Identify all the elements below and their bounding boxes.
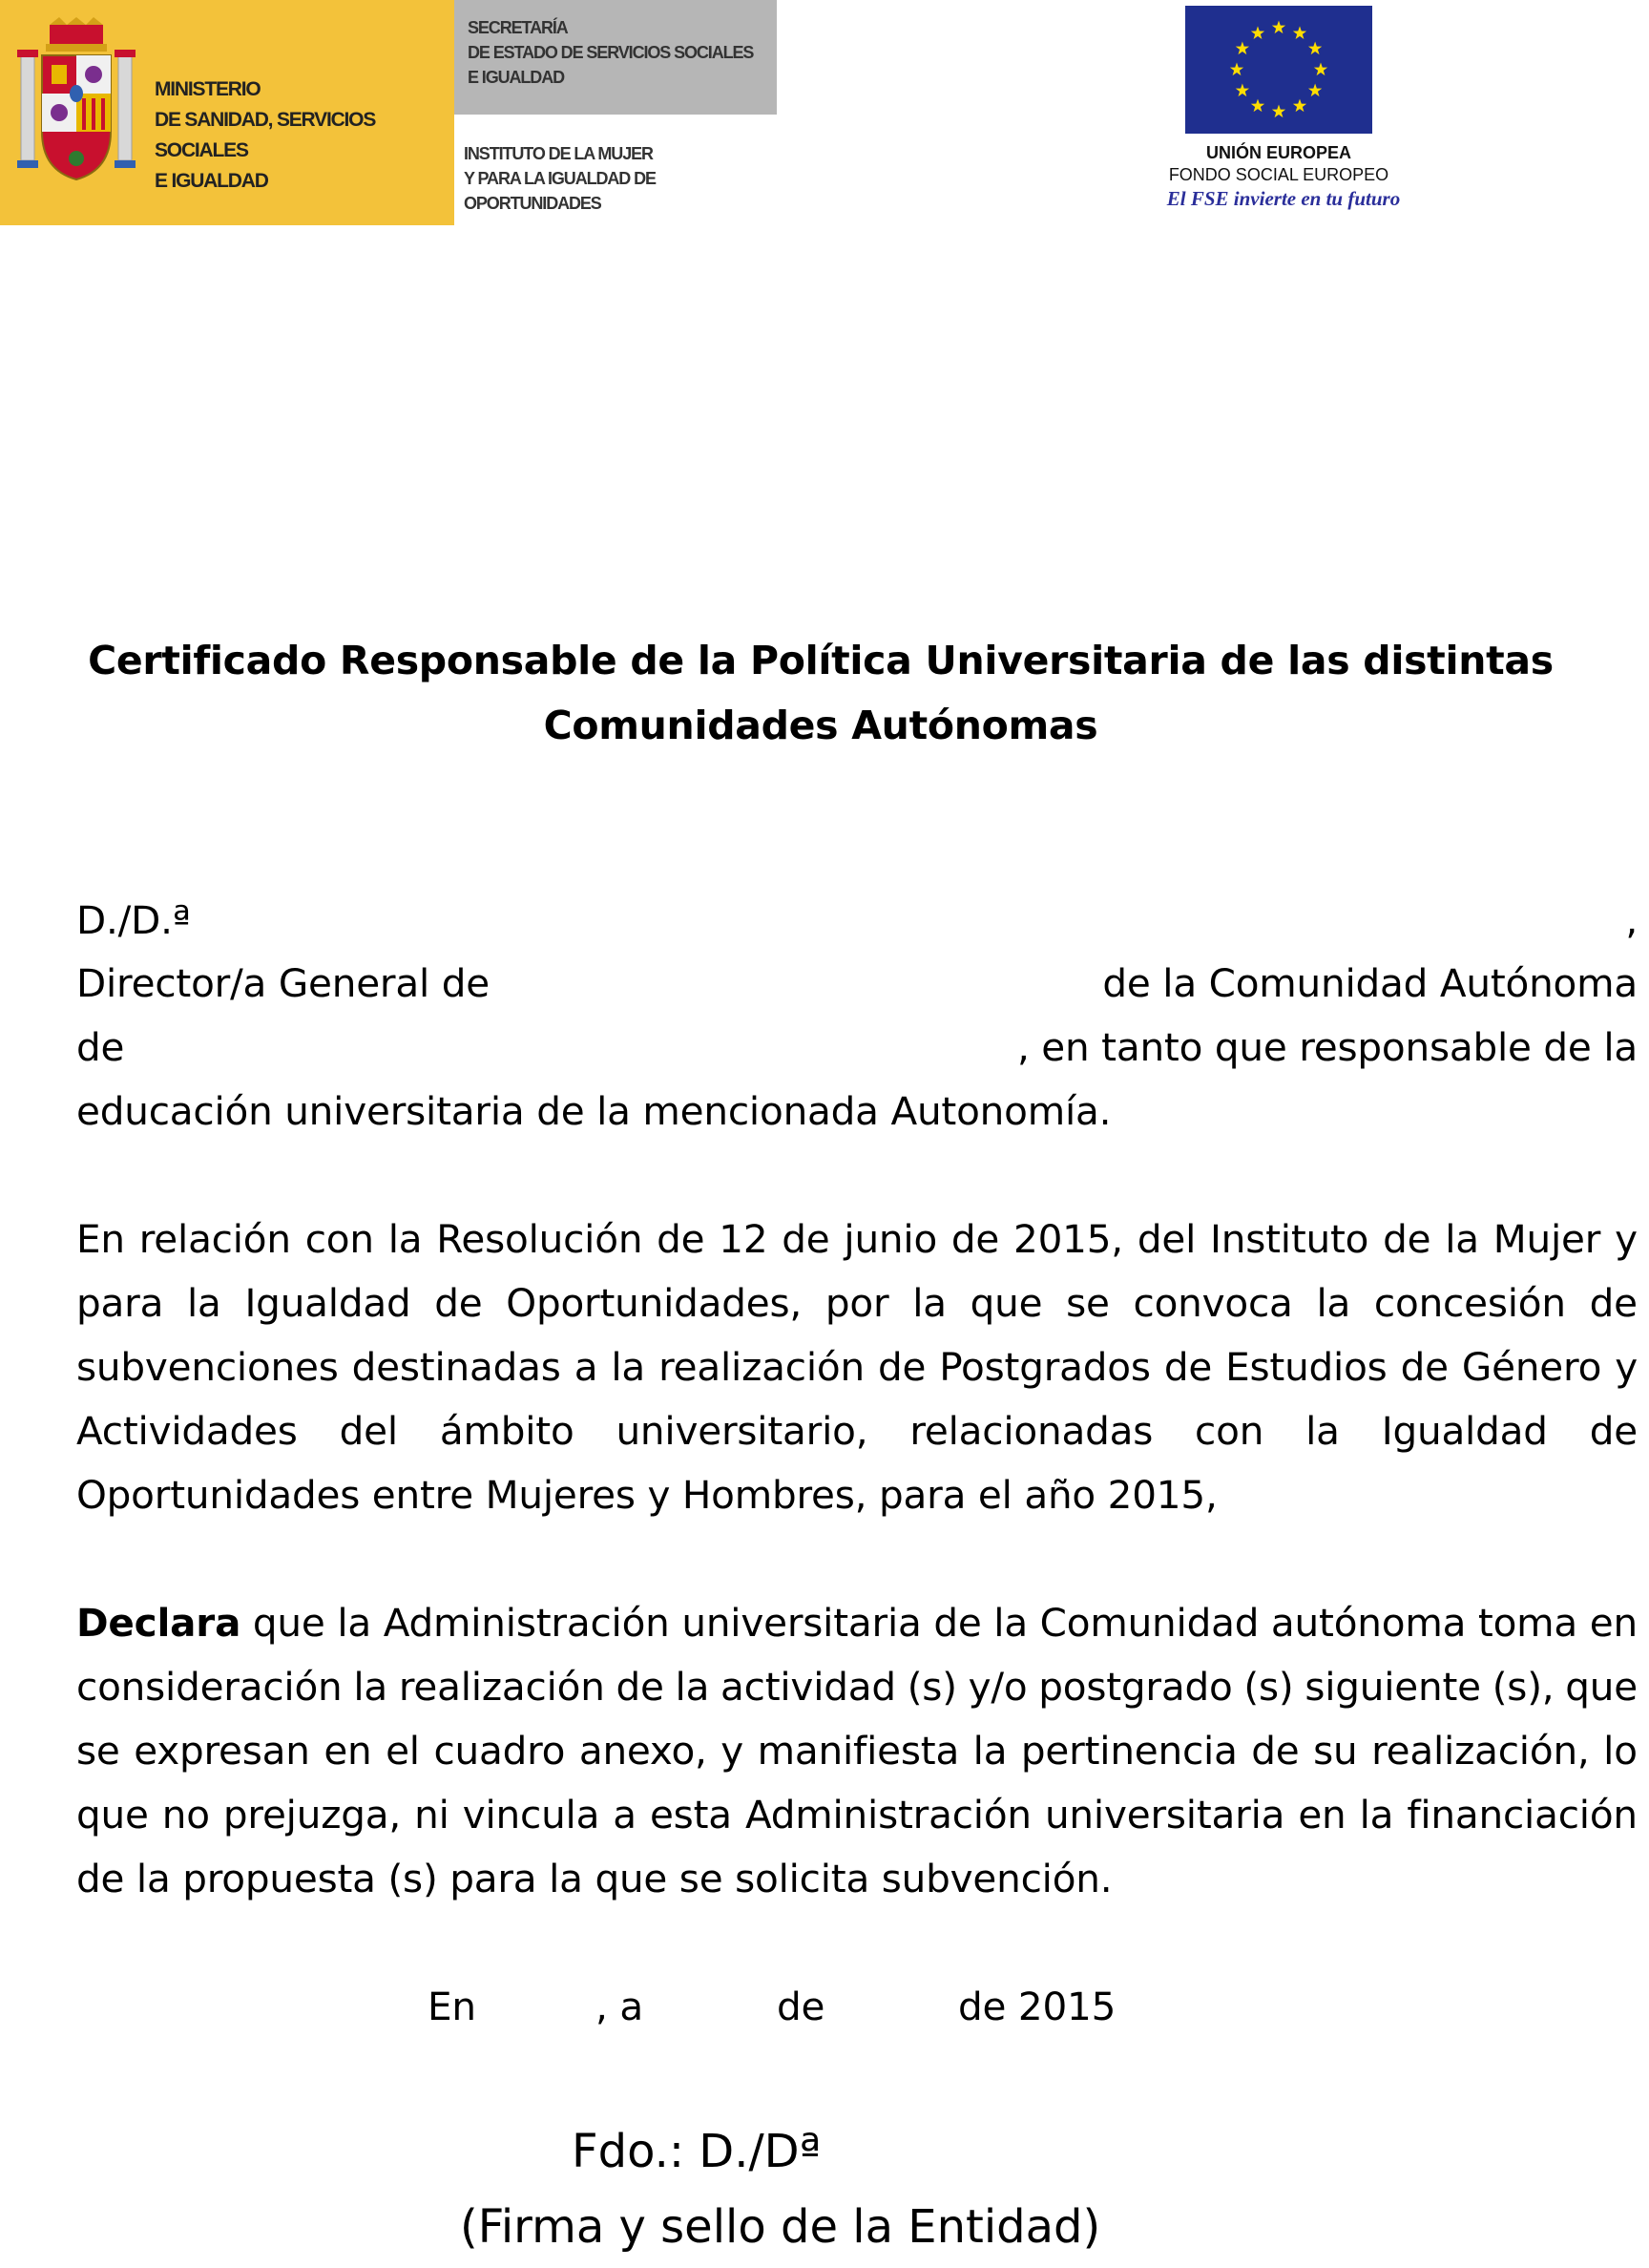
word: Instituto bbox=[1210, 1216, 1369, 1262]
para2-line-3 bbox=[76, 1335, 1638, 1398]
word: siguiente bbox=[1305, 1664, 1481, 1710]
secretaria-name: SECRETARÍA DE ESTADO DE SERVICIOS SOCIALES E IGUALDAD bbox=[468, 18, 754, 87]
word: consideración bbox=[76, 1664, 343, 1710]
word: la bbox=[993, 1600, 1028, 1646]
word: y bbox=[720, 1728, 744, 1774]
word: de bbox=[616, 1664, 664, 1710]
word: la bbox=[1445, 1216, 1479, 1262]
word: Administración bbox=[383, 1600, 670, 1646]
word: de bbox=[877, 1344, 927, 1390]
word: Comunidad bbox=[1039, 1600, 1260, 1646]
instituto-name: INSTITUTO DE LA MUJER Y PARA LA IGUALDAD DE OPORTUNIDADES bbox=[464, 144, 656, 213]
word: la bbox=[353, 1664, 388, 1710]
word: de bbox=[782, 1216, 830, 1262]
para1-line-4: educación universitaria de la mencionada Autonomía. bbox=[76, 1088, 1112, 1134]
eu-fund-name: FONDO SOCIAL EUROPEO bbox=[1168, 165, 1389, 184]
word: Oportunidades, bbox=[506, 1280, 803, 1326]
word: ámbito bbox=[439, 1408, 574, 1454]
name-label: D./D.ª bbox=[76, 897, 191, 943]
word: Estudios bbox=[1225, 1344, 1388, 1390]
word: de bbox=[933, 1600, 982, 1646]
word: relacionadas bbox=[909, 1408, 1154, 1454]
word: que bbox=[76, 1792, 149, 1838]
date-de: de bbox=[777, 1984, 825, 2029]
word: vincula bbox=[462, 1792, 600, 1838]
word: de bbox=[1589, 1408, 1638, 1454]
word: (s) bbox=[1243, 1664, 1294, 1710]
word: financiación bbox=[1407, 1792, 1638, 1838]
word: manifiesta bbox=[757, 1728, 960, 1774]
word: Igualdad bbox=[1381, 1408, 1548, 1454]
word: Igualdad bbox=[244, 1280, 411, 1326]
coat-of-arms-icon bbox=[17, 17, 136, 184]
signature-note: (Firma y sello de la Entidad) bbox=[460, 2200, 1101, 2254]
word: expresan bbox=[134, 1728, 310, 1774]
para1-line-2 bbox=[76, 952, 1638, 1015]
word: la bbox=[387, 1216, 423, 1262]
word: del bbox=[1137, 1216, 1197, 1262]
date-en: En bbox=[428, 1984, 476, 2029]
word: Género bbox=[1461, 1344, 1602, 1390]
word: toma bbox=[1477, 1600, 1578, 1646]
word: convoca bbox=[1133, 1280, 1293, 1326]
de-label: de bbox=[76, 1024, 125, 1070]
signature-fdo: Fdo.: D./Dª bbox=[572, 2125, 822, 2178]
comunidad-label: de la Comunidad Autónoma bbox=[1102, 960, 1638, 1006]
eu-flag-icon bbox=[1185, 6, 1372, 134]
word: 12 bbox=[719, 1216, 768, 1262]
word: universitaria bbox=[1044, 1792, 1285, 1838]
para3-line-4 bbox=[76, 1783, 1638, 1846]
word: destinadas bbox=[351, 1344, 561, 1390]
date-line bbox=[76, 1975, 1638, 2038]
word: 2015, bbox=[1013, 1216, 1123, 1262]
word: anexo, bbox=[578, 1728, 707, 1774]
responsable-label: , en tanto que responsable de la bbox=[1016, 1024, 1638, 1070]
secretaria-logo-block bbox=[454, 0, 777, 115]
word: que bbox=[252, 1600, 325, 1646]
word: ni bbox=[414, 1792, 449, 1838]
word: de bbox=[1400, 1344, 1449, 1390]
word: y bbox=[1615, 1344, 1638, 1390]
word: la bbox=[1305, 1408, 1340, 1454]
word: Actividades bbox=[76, 1408, 298, 1454]
word: de bbox=[434, 1280, 483, 1326]
title-line-2: Comunidades Autónomas bbox=[543, 703, 1098, 748]
word: (s), bbox=[1492, 1664, 1555, 1710]
word: universitaria bbox=[681, 1600, 922, 1646]
word: subvenciones bbox=[76, 1344, 339, 1390]
date-a: , a bbox=[595, 1984, 643, 2029]
word: actividad bbox=[720, 1664, 896, 1710]
word: la bbox=[337, 1600, 371, 1646]
word: con bbox=[304, 1216, 374, 1262]
word: (s) bbox=[907, 1664, 957, 1710]
word: prejuzga, bbox=[222, 1792, 402, 1838]
word: la bbox=[675, 1664, 710, 1710]
word: Administración bbox=[744, 1792, 1032, 1838]
word: en bbox=[1589, 1600, 1638, 1646]
word: de bbox=[1589, 1280, 1638, 1326]
word: pertinencia bbox=[1020, 1728, 1238, 1774]
date-year: de 2015 bbox=[958, 1984, 1117, 2029]
title-line-1: Certificado Responsable de la Política Universitaria de las distintas bbox=[88, 638, 1554, 683]
word: de bbox=[1251, 1728, 1300, 1774]
ministry-name: MINISTERIO DE SANIDAD, SERVICIOS SOCIALES E IGUALDAD bbox=[155, 78, 376, 192]
word: En bbox=[76, 1216, 125, 1262]
para2-line-1 bbox=[76, 1208, 1638, 1270]
word: la bbox=[611, 1344, 646, 1390]
word: y bbox=[1615, 1216, 1638, 1262]
director-label: Director/a General de bbox=[76, 960, 490, 1006]
declara-keyword: Declara bbox=[76, 1600, 241, 1646]
word: para bbox=[76, 1280, 164, 1326]
instituto-logo-block bbox=[454, 115, 777, 225]
para2-line-2 bbox=[76, 1271, 1638, 1334]
word: Resolución bbox=[436, 1216, 643, 1262]
word: la bbox=[186, 1280, 221, 1326]
word: cuadro bbox=[433, 1728, 566, 1774]
para3-line-2 bbox=[76, 1655, 1638, 1718]
word: que bbox=[970, 1280, 1043, 1326]
eu-name: UNIÓN EUROPEA bbox=[1205, 143, 1351, 162]
para3-line-5: de la propuesta (s) para la que se solicita subvención. bbox=[76, 1856, 1113, 1901]
word: realización, bbox=[1371, 1728, 1590, 1774]
word: la bbox=[972, 1728, 1008, 1774]
para3-line-3 bbox=[76, 1719, 1638, 1782]
word: lo bbox=[1603, 1728, 1638, 1774]
word: postgrado bbox=[1038, 1664, 1233, 1710]
word: la bbox=[912, 1280, 947, 1326]
para1-line-1 bbox=[76, 889, 1638, 952]
word: de bbox=[657, 1216, 705, 1262]
word: con bbox=[1195, 1408, 1264, 1454]
para2-line-5: Oportunidades entre Mujeres y Hombres, para el año 2015, bbox=[76, 1472, 1218, 1518]
word: su bbox=[1313, 1728, 1358, 1774]
word: la bbox=[1316, 1280, 1351, 1326]
ministry-logo-block bbox=[0, 0, 454, 225]
word: a bbox=[613, 1792, 637, 1838]
word: la bbox=[1359, 1792, 1394, 1838]
word: de bbox=[1383, 1216, 1431, 1262]
para3-line-1 bbox=[76, 1591, 1638, 1654]
word: junio bbox=[844, 1216, 938, 1262]
word: que bbox=[1565, 1664, 1638, 1710]
word: universitario, bbox=[616, 1408, 868, 1454]
word: del bbox=[339, 1408, 398, 1454]
word: de bbox=[950, 1216, 1000, 1262]
word: y/o bbox=[968, 1664, 1028, 1710]
word: realización bbox=[398, 1664, 605, 1710]
word: por bbox=[824, 1280, 889, 1326]
word: el bbox=[386, 1728, 420, 1774]
word: relación bbox=[138, 1216, 291, 1262]
word: Postgrados bbox=[939, 1344, 1151, 1390]
para1-line-3 bbox=[76, 1016, 1638, 1079]
word: Mujer bbox=[1492, 1216, 1601, 1262]
word: a bbox=[574, 1344, 598, 1390]
word: realización bbox=[658, 1344, 865, 1390]
eu-motto: El FSE invierte en tu futuro bbox=[1166, 187, 1401, 210]
word: se bbox=[1066, 1280, 1110, 1326]
para2-line-4 bbox=[76, 1399, 1638, 1462]
document-title bbox=[76, 628, 1565, 758]
word: se bbox=[76, 1728, 120, 1774]
word: no bbox=[161, 1792, 210, 1838]
word: de bbox=[1163, 1344, 1213, 1390]
name-comma: , bbox=[1625, 897, 1638, 943]
word: en bbox=[1298, 1792, 1346, 1838]
word: en bbox=[324, 1728, 372, 1774]
word: concesión bbox=[1373, 1280, 1566, 1326]
word: autónoma bbox=[1270, 1600, 1467, 1646]
word: esta bbox=[649, 1792, 732, 1838]
